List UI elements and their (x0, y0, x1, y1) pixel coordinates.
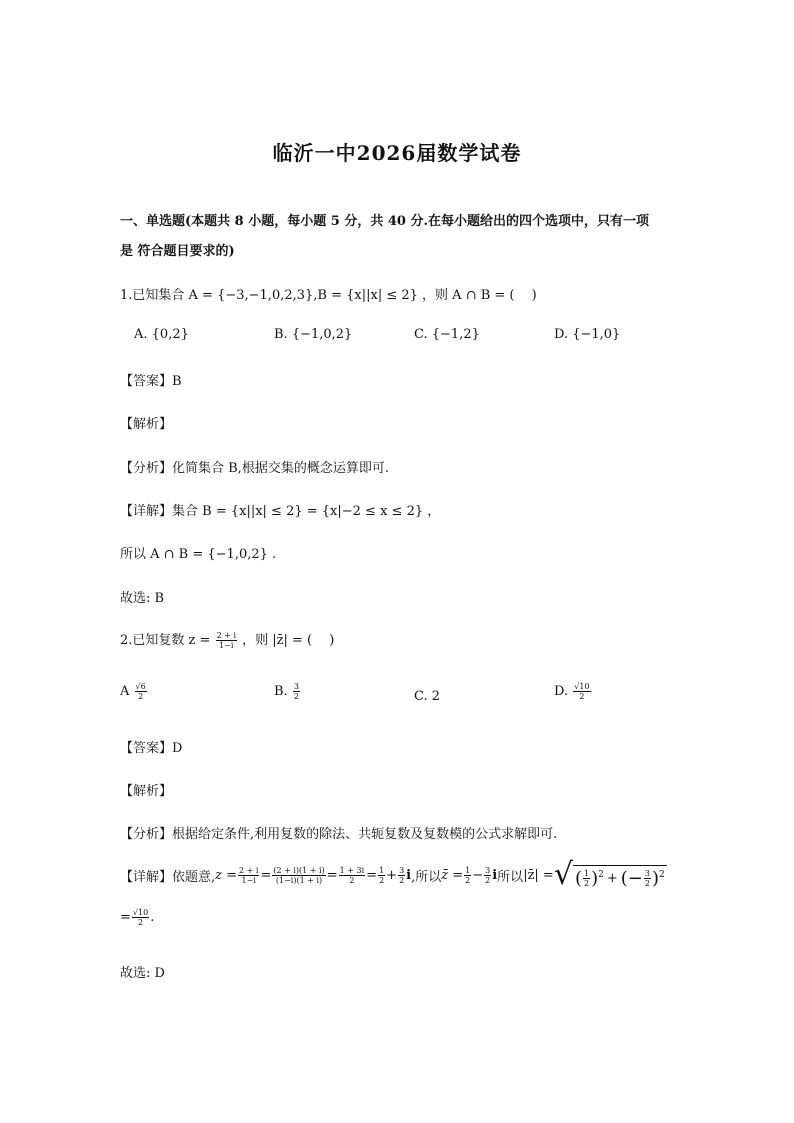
q2-detail-eq1: = (260, 867, 272, 883)
q2-detail-lead: 【详解】依题意, (120, 869, 216, 885)
q2-stem-suffix: ，则 |z̄| = ( ) (242, 633, 335, 648)
q2-detail-lparen1: ( (574, 868, 582, 889)
q2-detail-i1: i (406, 867, 412, 883)
q2-detail-frac2-den: (1−i)(1 + i) (275, 875, 323, 885)
q2-option-d-numerator: √10 (574, 682, 590, 691)
q2-detail-i2: i (492, 867, 498, 883)
q2-option-c: C. 2 (414, 689, 441, 704)
q2-detail-eq3: = (366, 867, 378, 883)
q2-detail-rparen1: ) (591, 868, 599, 889)
q2-option-b-fraction (293, 682, 300, 701)
q2-detail-frac1-num: 2 + i (239, 865, 259, 875)
q2-stem (120, 629, 334, 650)
q2-detail-rparen2: ) (651, 868, 659, 889)
q2-jiexi: 【解析】 (120, 784, 173, 799)
q2-detail-line2 (120, 908, 154, 927)
q2-detail-result-eq: = (120, 910, 131, 925)
q2-option-d-fraction (573, 682, 590, 701)
q2-stem-fraction (216, 631, 237, 650)
q2-detail-zbar-threehalf-den: 2 (485, 875, 491, 885)
q1-detail-line2: 所以 A ∩ B = {−1,0,2} . (120, 547, 277, 562)
q2-detail-frac2-num: (2 + i)(1 + i) (273, 865, 325, 875)
q2-detail-zbar-half (464, 866, 471, 885)
q2-detail-line1 (120, 857, 667, 892)
q2-stem-numerator: 2 + i (216, 631, 236, 640)
q2-detail-frac3-num: 1 + 3i (339, 865, 365, 875)
q2-detail-zbar-half-den: 2 (465, 875, 471, 885)
section-heading-line2: 是 符合题目要求的) (120, 244, 235, 259)
q2-detail-zbar-half-num: 1 (465, 865, 471, 875)
q2-stem-denominator: 1−i (219, 641, 234, 650)
q2-detail-threehalf-den: 2 (399, 875, 405, 885)
q2-detail-result-den: 2 (138, 918, 144, 927)
q2-detail-half-num: 1 (379, 865, 385, 875)
q1-jiexi: 【解析】 (120, 417, 173, 432)
q2-detail-half-den: 2 (379, 875, 385, 885)
q2-detail-sqrt-body (573, 865, 667, 889)
q2-detail-mod-eq: |z̄| = (523, 867, 554, 883)
q2-option-a (120, 682, 148, 701)
page-title: 临沂一中2026届数学试卷 (272, 141, 522, 165)
q2-detail-result-frac (132, 908, 149, 927)
q2-detail-sqrt-threehalf-den: 2 (644, 879, 650, 888)
q2-detail-threehalf-num: 3 (399, 865, 405, 875)
q2-option-d-label: D. (554, 684, 569, 699)
q2-option-b-denominator: 2 (293, 692, 299, 701)
q2-option-b-label: B. (274, 684, 288, 699)
q2-detail-result-num: √10 (132, 908, 149, 917)
q2-detail-zbar-eq: z̄ = (441, 867, 464, 883)
q2-option-a-fraction (135, 682, 147, 701)
q2-choice: 故选: D (120, 966, 165, 981)
q1-choice: 故选: B (120, 591, 165, 606)
q2-detail-frac1-den: 1−i (241, 875, 256, 885)
q1-option-b: B. {−1,0,2} (274, 327, 353, 342)
q2-detail-suoyi1: ,所以 (411, 869, 442, 885)
q2-option-a-numerator: √6 (135, 682, 146, 691)
q2-detail-sqrt-half-den: 2 (583, 879, 590, 888)
q2-detail-threehalf (398, 866, 405, 885)
q2-detail-eq2: = (326, 867, 338, 883)
q2-detail-frac2 (272, 866, 325, 885)
q2-detail-frac1 (238, 866, 259, 885)
q2-option-d-denominator: 2 (579, 692, 585, 701)
q2-option-a-denominator: 2 (138, 692, 144, 701)
q2-answer: 【答案】D (120, 741, 183, 756)
q1-option-d: D. {−1,0} (554, 327, 621, 342)
q2-detail-sqrt-threehalf-num: 3 (644, 869, 650, 878)
q2-detail-suoyi2: 所以 (497, 869, 524, 885)
radical-sign-icon: √ (553, 857, 573, 892)
q2-detail-half (378, 866, 385, 885)
q2-option-b-numerator: 3 (293, 682, 299, 691)
q2-detail-sq1: 2 (598, 869, 604, 880)
q1-answer: 【答案】B (120, 374, 182, 389)
q2-option-b (274, 682, 301, 701)
q2-option-d (554, 682, 592, 701)
q2-detail-result-period: . (150, 910, 155, 925)
q2-detail-sqrt-plus: + (606, 871, 618, 886)
q2-detail-plus: + (386, 867, 398, 883)
q2-detail-sqrt-half (583, 869, 590, 888)
q1-option-c: C. {−1,2} (414, 327, 480, 342)
q2-detail-sqrt-half-num: 1 (583, 869, 590, 878)
q2-detail-minus: − (472, 867, 484, 883)
q2-fenxi: 【分析】根据给定条件,利用复数的除法、共轭复数及复数模的公式求解即可. (120, 827, 558, 842)
q1-fenxi: 【分析】化简集合 B,根据交集的概念运算即可. (120, 461, 389, 476)
q2-detail-frac3 (339, 866, 366, 885)
section-heading-line1: 一、单选题(本题共 8 小题，每小题 5 分，共 40 分.在每小题给出的四个选项中，只有一项 (120, 214, 650, 229)
q2-detail-z-eq: z = (215, 867, 238, 883)
q2-detail-lparen2: (− (620, 868, 643, 889)
q1-stem: 1.已知集合 A = {−3,−1,0,2,3},B = {x||x| ≤ 2} ，则 A ∩ B = ( ) (120, 288, 537, 303)
q2-option-a-label: A (120, 684, 130, 699)
q1-option-a: A. {0,2} (134, 327, 189, 342)
q2-detail-frac3-den: 2 (349, 875, 355, 885)
q2-stem-prefix: 2.已知复数 z = (120, 633, 211, 648)
q2-detail-zbar-threehalf-num: 3 (485, 865, 491, 875)
q2-detail-sqrt-threehalf (644, 869, 651, 888)
q1-detail-line1: 【详解】集合 B = {x||x| ≤ 2} = {x|−2 ≤ x ≤ 2} ， (120, 504, 441, 519)
q2-detail-sqrt (553, 857, 667, 892)
q2-detail-zbar-threehalf (484, 866, 491, 885)
q2-detail-sq2: 2 (658, 869, 665, 880)
